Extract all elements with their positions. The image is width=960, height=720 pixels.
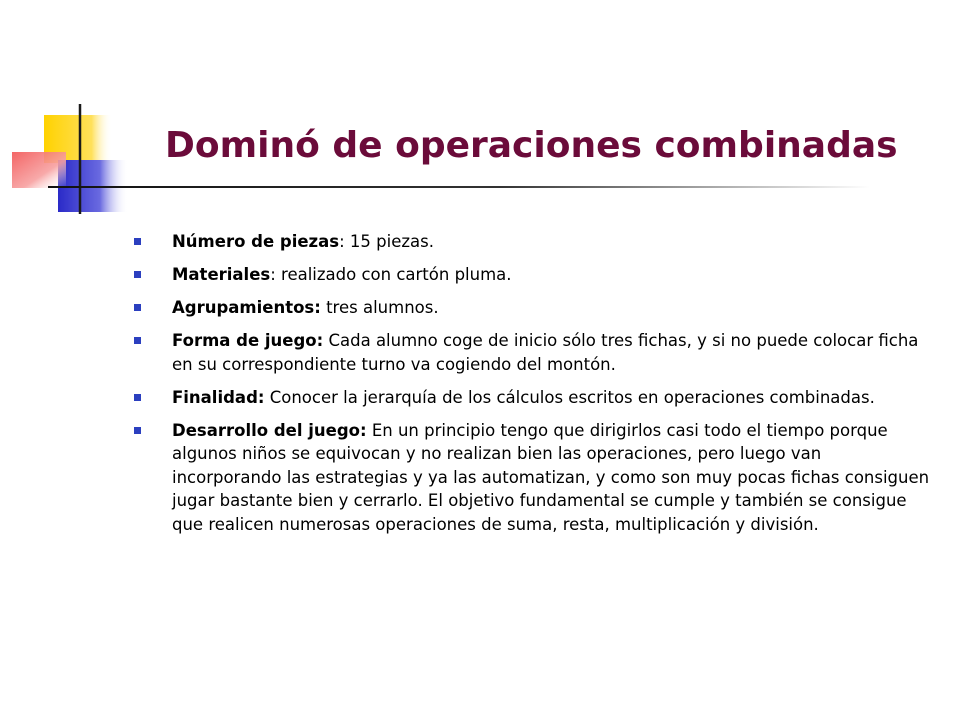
bullet-square-icon [134,271,141,278]
bullet-square-icon [134,394,141,401]
bullet-square-icon [134,304,141,311]
bullet-label: Número de piezas [172,232,340,251]
bullet-text: Conocer la jerarquía de los cálculos escritos en operaciones combinadas. [264,387,875,407]
bullet-label: Materiales [172,265,271,284]
bullet-item-materiales [134,263,934,287]
bullet-square-icon [134,238,141,245]
deco-red-square [12,152,66,188]
bullet-item-numero-de-piezas [134,230,934,254]
slide-title: Dominó de operaciones combinadas [165,125,898,166]
bullet-text: : realizado con cartón pluma. [270,265,512,284]
bullet-item-desarrollo-del-juego [134,419,934,537]
bullet-label: Agrupamientos: [172,298,321,317]
bullet-label: Finalidad: [172,387,265,407]
bullet-text: Cada alumno coge de inicio sólo tres fichas, y si no puede colocar ficha en su correspondiente turno va cogiendo del montón. [172,331,919,374]
bullet-square-icon [134,337,141,344]
bullet-label: Desarrollo del juego: [172,420,367,440]
bullet-item-finalidad [134,386,934,410]
bullet-item-forma-de-juego [134,329,934,376]
bullet-item-agrupamientos [134,296,934,320]
bullet-text: tres alumnos. [320,298,439,317]
bullet-list [134,230,934,546]
bullet-text: En un principio tengo que dirigirlos casi todo el tiempo porque algunos niños se equivocan y no realizan bien las operaciones, pero luego van incorporando las estrategias y ya las automatizan, y como son muy pocas fichas consiguen jugar bastante bien y cerrarlo. El objetivo fundamental se cumple y también se consigue que realicen numerosas operaciones de suma, resta, multiplicación y división. [172,420,930,534]
decorative-squares-graphic [0,0,140,230]
title-underline [48,186,870,188]
bullet-square-icon [134,427,141,434]
bullet-text: : 15 piezas. [339,232,434,251]
bullet-label: Forma de juego: [172,331,324,350]
